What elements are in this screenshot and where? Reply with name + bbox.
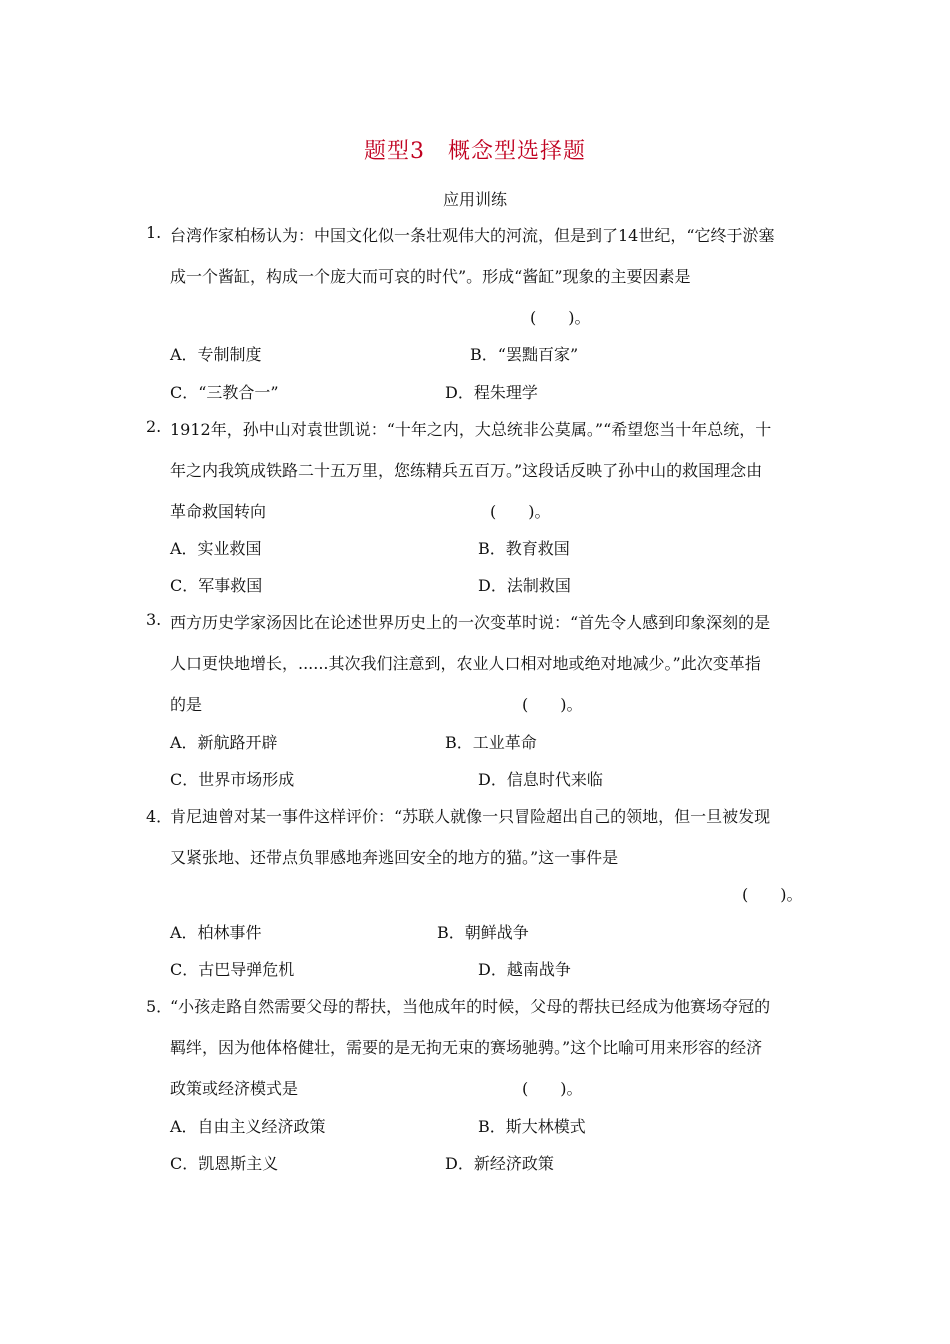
option-a[interactable]: A．自由主义经济政策: [170, 1117, 326, 1136]
section-subtitle: 应用训练: [442, 190, 507, 209]
option-d[interactable]: D．法制救国: [478, 576, 571, 595]
option-a[interactable]: A．实业救国: [170, 539, 262, 558]
question-text-line: 成一个酱缸，构成一个庞大而可哀的时代”。形成“酱缸”现象的主要因素是: [170, 267, 691, 286]
option-d[interactable]: D．越南战争: [478, 960, 571, 979]
option-d[interactable]: D．信息时代来临: [478, 770, 603, 789]
question-number: 2.: [146, 417, 162, 436]
question-number: 1.: [146, 223, 162, 242]
question-number: 3.: [146, 610, 162, 629]
question-text-line: 肯尼迪曾对某一事件这样评价：“苏联人就像一只冒险超出自己的领地，但一旦被发现: [170, 807, 771, 826]
option-b[interactable]: B．“罢黜百家”: [470, 345, 579, 364]
option-c[interactable]: C．世界市场形成: [170, 770, 295, 789]
question-text-line: 人口更快地增长，......其次我们注意到，农业人口相对地或绝对地减少。”此次变革指: [170, 654, 761, 673]
question-text-line: 台湾作家柏杨认为：中国文化似一条壮观伟大的河流，但是到了14世纪，“它终于淤塞: [170, 226, 775, 245]
question-text-line: 羁绊，因为他体格健壮，需要的是无拘无束的赛场驰骋。”这个比喻可用来形容的经济: [170, 1038, 763, 1057]
question-text-line: 政策或经济模式是: [170, 1079, 299, 1098]
option-b[interactable]: B．工业革命: [445, 733, 537, 752]
question-text-line: 革命救国转向: [170, 502, 267, 521]
answer-bracket: ( )。: [522, 695, 583, 714]
option-a[interactable]: A．新航路开辟: [170, 733, 278, 752]
page-title: 题型3 概念型选择题: [364, 139, 586, 164]
option-c[interactable]: C．军事救国: [170, 576, 263, 595]
option-d[interactable]: D．新经济政策: [445, 1154, 554, 1173]
answer-bracket: ( )。: [490, 502, 551, 521]
answer-bracket: ( )。: [742, 885, 803, 904]
option-a[interactable]: A．柏林事件: [170, 923, 262, 942]
answer-bracket: ( )。: [530, 308, 591, 327]
option-b[interactable]: B．斯大林模式: [478, 1117, 586, 1136]
option-c[interactable]: C．凯恩斯主义: [170, 1154, 279, 1173]
option-b[interactable]: B．朝鲜战争: [437, 923, 529, 942]
question-text-line: 的是: [170, 695, 203, 714]
question-text-line: 西方历史学家汤因比在论述世界历史上的一次变革时说：“首先令人感到印象深刻的是: [170, 613, 771, 632]
question-number: 5．: [146, 997, 173, 1016]
option-d[interactable]: D．程朱理学: [445, 383, 538, 402]
question-text-line: 年之内我筑成铁路二十五万里，您练精兵五百万。”这段话反映了孙中山的救国理念由: [170, 461, 763, 480]
option-a[interactable]: A．专制制度: [170, 345, 262, 364]
option-c[interactable]: C．“三教合一”: [170, 383, 279, 402]
question-text-line: 1912年，孙中山对袁世凯说：“十年之内，大总统非公莫属。”“希望您当十年总统，十: [170, 420, 772, 439]
question-text-line: 又紧张地、还带点负罪感地奔逃回安全的地方的猫。”这一事件是: [170, 848, 619, 867]
question-number: 4．: [146, 807, 173, 826]
answer-bracket: ( )。: [522, 1079, 583, 1098]
option-b[interactable]: B．教育救国: [478, 539, 570, 558]
question-text-line: “小孩走路自然需要父母的帮扶，当他成年的时候，父母的帮扶已经成为他赛场夺冠的: [170, 997, 771, 1016]
option-c[interactable]: C．古巴导弹危机: [170, 960, 295, 979]
